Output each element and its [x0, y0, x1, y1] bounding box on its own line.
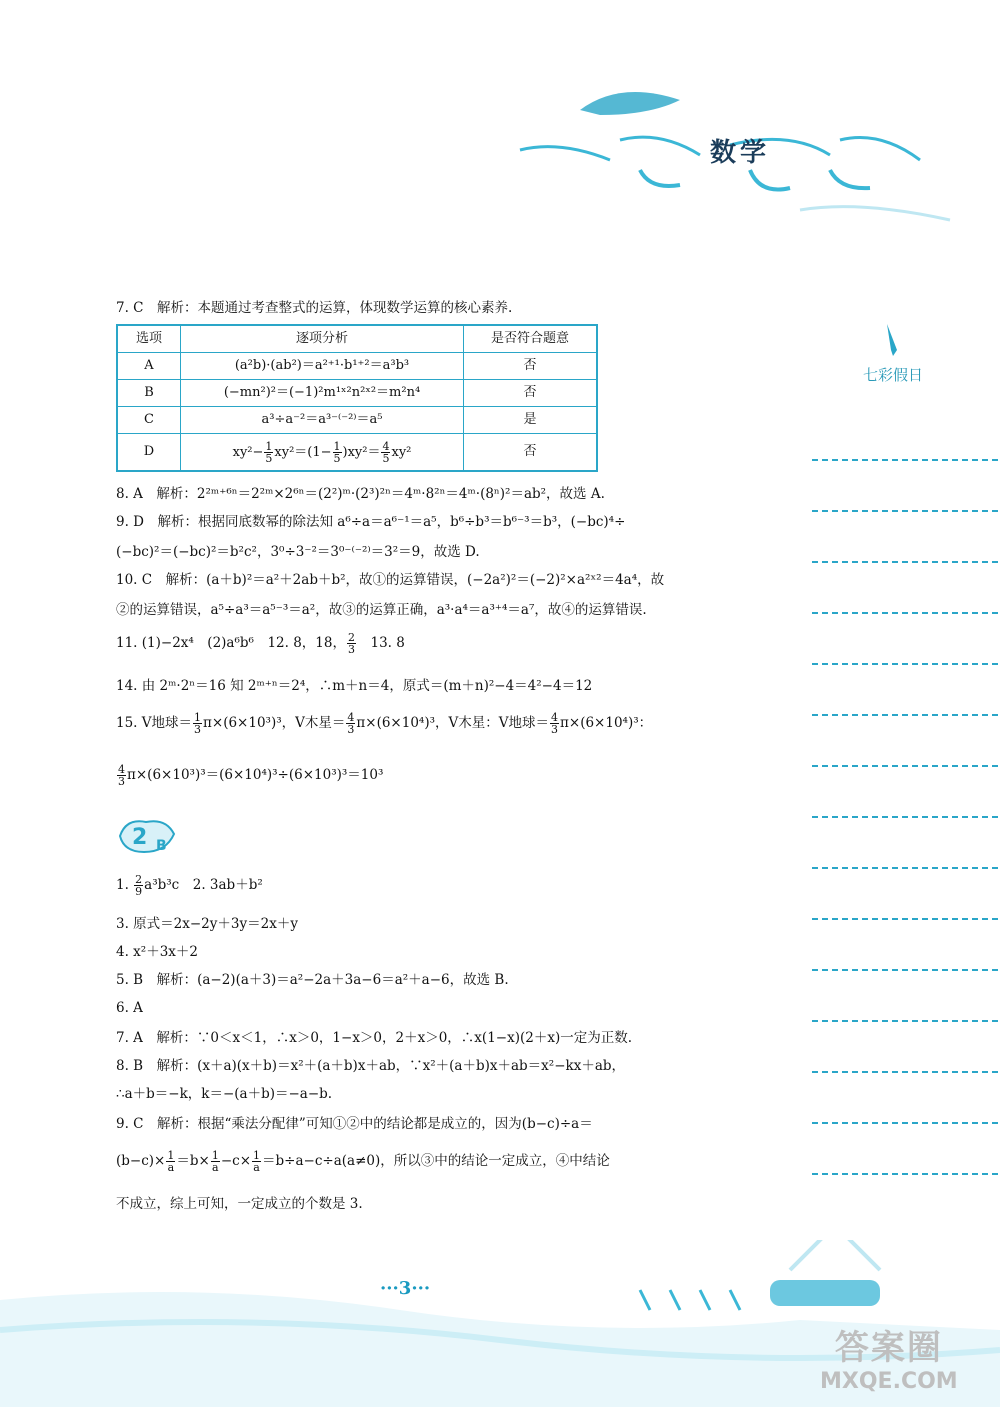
table-cell: D: [117, 434, 181, 472]
fraction-denominator: 5: [382, 451, 390, 465]
fraction: [117, 764, 126, 787]
pencil-icon: [883, 322, 903, 358]
fraction: [166, 1150, 175, 1173]
fraction: [252, 1150, 261, 1173]
fraction-denominator: 5: [265, 451, 273, 465]
answer-q8: 8. A 解析：2²ᵐ⁺⁶ⁿ＝2²ᵐ×2⁶ⁿ＝(2²)ᵐ·(2³)²ⁿ＝4ᵐ·8²ⁿ＝4ᵐ·(8ⁿ)²＝ab²，故选 A.: [116, 486, 605, 502]
answer-text: π×(6×10³)³，V木星＝: [203, 715, 346, 731]
answer-text: π×(6×10³)³＝(6×10⁴)³÷(6×10³)³＝10³: [127, 767, 384, 783]
note-line: [812, 512, 998, 563]
fraction-numerator: 4: [382, 439, 390, 453]
note-line: [812, 614, 998, 665]
fraction: [264, 441, 273, 464]
answer-text: 15. V地球＝: [116, 715, 193, 731]
fraction-denominator: 3: [118, 775, 125, 788]
answer2-q9-line3: 不成立，综上可知，一定成立的个数是 3.: [116, 1196, 363, 1212]
table-header: 逐项分析: [181, 325, 464, 353]
fraction-numerator: 1: [253, 1149, 261, 1162]
answer-text: π×(6×10⁴)³：: [560, 715, 653, 731]
fraction: [381, 441, 390, 464]
section-badge: [116, 816, 178, 856]
answer-text: ＝b÷a−c÷a(a≠0)，所以③中的结论一定成立，④中结论: [262, 1153, 610, 1169]
note-line: [812, 920, 998, 971]
brand-label: 七彩假日: [862, 366, 923, 384]
fraction-denominator: 3: [347, 723, 355, 736]
watermark: [820, 1320, 958, 1394]
fraction: [346, 712, 355, 735]
fraction-numerator: 1: [194, 711, 202, 724]
fraction-numerator: 4: [118, 763, 125, 776]
table-cell: [181, 434, 464, 472]
answer2-q6: 6. A: [116, 1000, 143, 1016]
fraction-denominator: a: [212, 1161, 219, 1174]
fraction-numerator: 2: [347, 631, 355, 644]
fraction-denominator: 5: [333, 451, 341, 465]
note-line: [812, 563, 998, 614]
note-line: [812, 665, 998, 716]
table-cell: 否: [464, 353, 598, 380]
note-lines: [812, 410, 998, 1175]
fraction-numerator: 2: [135, 873, 143, 886]
fraction-denominator: a: [167, 1161, 175, 1174]
badge-number: 2: [132, 825, 148, 850]
table-cell: C: [117, 407, 181, 434]
table-row: [117, 407, 597, 434]
analysis-table: [116, 324, 598, 472]
table-row: [117, 353, 597, 380]
table-cell: a³÷a⁻²＝a³⁻⁽⁻²⁾＝a⁵: [181, 407, 464, 434]
note-line: [812, 716, 998, 767]
brand: [848, 322, 938, 385]
note-line: [812, 869, 998, 920]
table-cell: 是: [464, 407, 598, 434]
answer-q15-line2: [116, 764, 383, 787]
answer-q9-line2: (−bc)²＝(−bc)²＝b²c²，3⁰÷3⁻²＝3⁰⁻⁽⁻²⁾＝3²＝9，故选 D.: [116, 544, 480, 560]
fraction: [211, 1150, 220, 1173]
fraction-numerator: 1: [333, 439, 341, 453]
fraction: [550, 712, 559, 735]
fraction-denominator: a: [253, 1161, 260, 1174]
fraction-denominator: 9: [135, 885, 143, 898]
fraction-numerator: 1: [167, 1149, 175, 1162]
note-line: [812, 1124, 998, 1175]
fraction: [347, 632, 356, 655]
formula-text: )xy²＝: [342, 444, 381, 460]
table-cell: A: [117, 353, 181, 380]
note-line: [812, 971, 998, 1022]
table-cell: (−mn²)²＝(−1)²m¹ˣ²n²ˣ²＝m²n⁴: [181, 380, 464, 407]
watermark-title: 答案圈: [834, 1328, 943, 1368]
answer-q15-line1: [116, 712, 652, 735]
answer-q9-line1: 9. D 解析：根据同底数幂的除法知 a⁶÷a＝a⁶⁻¹＝a⁵，b⁶÷b³＝b⁶⁻³＝b³，(−bc)⁴÷: [116, 514, 626, 530]
note-line: [812, 818, 998, 869]
page-number: ···3···: [380, 1278, 431, 1299]
table-header: 选项: [117, 325, 181, 353]
fraction: [134, 874, 143, 897]
table-header: 是否符合题意: [464, 325, 598, 353]
answer-text: −c×: [220, 1153, 252, 1169]
answer-q10-line2: ②的运算错误，a⁵÷a³＝a⁵⁻³＝a²，故③的运算正确，a³·a⁴＝a³⁺⁴＝a⁷，故④的运算错误.: [116, 602, 647, 618]
answer-text: (b−c)×: [116, 1153, 166, 1169]
table-cell: 否: [464, 380, 598, 407]
fraction-numerator: 1: [211, 1149, 219, 1162]
table-header-row: [117, 325, 597, 353]
answer-q14: 14. 由 2ᵐ·2ⁿ＝16 知 2ᵐ⁺ⁿ＝2⁴，∴m＋n＝4，原式＝(m＋n)²−4＝4²−4＝12: [116, 678, 593, 694]
note-line: [812, 410, 998, 461]
answer-q10-line1: 10. C 解析：(a＋b)²＝a²＋2ab＋b²，故①的运算错误，(−2a²)²＝(−2)²×a²ˣ²＝4a⁴，故: [116, 572, 665, 588]
fraction-denominator: 3: [551, 723, 559, 736]
answer2-q9-line2: [116, 1150, 610, 1173]
answer2-q3: 3. 原式＝2x−2y＋3y＝2x＋y: [116, 916, 298, 932]
answer2-q4: 4. x²＋3x＋2: [116, 944, 198, 960]
note-line: [812, 767, 998, 818]
fraction-numerator: 4: [347, 711, 355, 724]
answer2-q8-line2: ∴a＋b＝−k，k＝−(a＋b)＝−a−b.: [116, 1086, 333, 1102]
fraction-numerator: 4: [551, 711, 559, 724]
table-row: [117, 434, 597, 472]
answer-text: 1.: [116, 877, 134, 893]
formula-text: xy²＝(1−: [274, 444, 332, 460]
table-cell: 否: [464, 434, 598, 472]
formula-text: xy²−: [232, 444, 264, 460]
badge-letter: B: [156, 838, 167, 854]
fraction: [333, 441, 342, 464]
note-line: [812, 1073, 998, 1124]
answer-text: 11. (1)−2x⁴ (2)a⁶b⁶ 12. 8，18，: [116, 635, 346, 651]
fraction-denominator: 3: [194, 723, 202, 736]
answer-q11-13: [116, 632, 405, 655]
answer-text: 13. 8: [356, 635, 405, 651]
subject-title: 数学: [710, 138, 771, 168]
note-line: [812, 461, 998, 512]
answer-text: ＝b×: [176, 1153, 210, 1169]
table-cell: (a²b)·(ab²)＝a²⁺¹·b¹⁺²＝a³b³: [181, 353, 464, 380]
fraction: [193, 712, 202, 735]
answer2-q5: 5. B 解析：(a−2)(a＋3)＝a²−2a＋3a−6＝a²＋a−6，故选 B.: [116, 972, 509, 988]
answer-q7-heading: 7. C 解析：本题通过考查整式的运算，体现数学运算的核心素养.: [116, 300, 513, 316]
fraction-numerator: 1: [265, 439, 273, 453]
answer2-q1-2: [116, 874, 263, 897]
answer2-q7: 7. A 解析：∵0＜x＜1，∴x＞0，1−x＞0，2＋x＞0，∴x(1−x)(2＋x)一定为正数.: [116, 1030, 632, 1046]
watermark-url: MXQE.COM: [820, 1369, 958, 1394]
answer2-q8-line1: 8. B 解析：(x＋a)(x＋b)＝x²＋(a＋b)x＋ab，∵x²＋(a＋b)x＋ab＝x²−kx＋ab，: [116, 1058, 626, 1074]
table-cell: B: [117, 380, 181, 407]
note-line: [812, 1022, 998, 1073]
answer-text: a³b³c 2. 3ab＋b²: [144, 877, 263, 893]
formula-text: xy²: [391, 444, 412, 460]
answer2-q9-line1: 9. C 解析：根据“乘法分配律”可知①②中的结论都是成立的，因为(b−c)÷a＝: [116, 1116, 593, 1132]
table-row: [117, 380, 597, 407]
fraction-denominator: 3: [347, 643, 355, 656]
answer-text: π×(6×10⁴)³，V木星：V地球＝: [356, 715, 550, 731]
